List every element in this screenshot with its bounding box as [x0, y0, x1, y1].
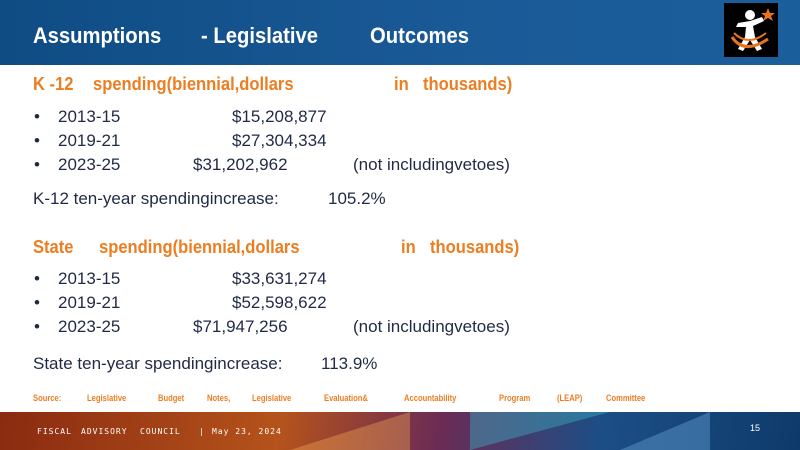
list-bullet: • — [34, 131, 40, 150]
source-word: Legislative — [87, 393, 127, 404]
list-bullet: • — [34, 293, 40, 312]
source-word: Program — [499, 393, 531, 404]
slide-title-part: - Legislative — [201, 23, 318, 48]
source-word: (LEAP) — [557, 393, 583, 404]
footer-date: May 23, 2024 — [212, 427, 282, 436]
page-number: 15 — [750, 423, 761, 433]
state-amount: $71,947,256 — [193, 317, 288, 336]
footer-decoration — [620, 412, 710, 450]
state-amount: $33,631,274 — [232, 269, 327, 288]
list-bullet: • — [34, 107, 40, 126]
footer-org: ADVISORY — [81, 427, 128, 436]
source-word: Committee — [606, 393, 646, 404]
k12-period: 2013-15 — [58, 107, 121, 126]
state-heading-part: thousands) — [430, 237, 520, 257]
footer-separator: | — [199, 427, 205, 436]
source-word: Budget — [158, 393, 185, 404]
source-word: Notes, — [207, 393, 231, 404]
k12-summary-value: 105.2% — [328, 189, 386, 208]
state-summary-label: State ten-year spendingincrease: — [33, 354, 283, 373]
state-period: 2013-15 — [58, 269, 121, 288]
k12-period: 2019-21 — [58, 131, 121, 150]
source-word: Source: — [33, 393, 62, 404]
k12-amount: $27,304,334 — [232, 131, 327, 150]
list-bullet: • — [34, 317, 40, 336]
footer-org: FISCAL — [37, 427, 72, 436]
k12-note: (not includingvetoes) — [353, 155, 510, 174]
state-period: 2023-25 — [58, 317, 121, 336]
person-star-logo-icon — [724, 3, 778, 57]
slide-title-part: Assumptions — [33, 23, 162, 48]
list-bullet: • — [34, 155, 40, 174]
list-bullet: • — [34, 269, 40, 288]
footer-decoration — [290, 412, 410, 450]
source-word: Accountability — [404, 393, 457, 404]
state-note: (not includingvetoes) — [353, 317, 510, 336]
k12-heading-part: in — [394, 74, 409, 94]
k12-period: 2023-25 — [58, 155, 121, 174]
state-amount: $52,598,622 — [232, 293, 327, 312]
k12-summary-label: K-12 ten-year spendingincrease: — [33, 189, 279, 208]
footer-org: COUNCIL — [140, 427, 181, 436]
state-period: 2019-21 — [58, 293, 121, 312]
state-summary-value: 113.9% — [321, 354, 378, 373]
footer-decoration — [470, 412, 610, 450]
source-word: Legislative — [252, 393, 292, 404]
k12-heading-part: K -12 — [33, 74, 74, 94]
k12-amount: $15,208,877 — [232, 107, 327, 126]
k12-heading-part: spending(biennial,dollars — [93, 74, 294, 94]
k12-heading-part: thousands) — [423, 74, 513, 94]
slide-title-part: Outcomes — [370, 23, 469, 48]
source-word: Evaluation& — [324, 393, 368, 404]
state-heading-part: spending(biennial,dollars — [99, 237, 300, 257]
k12-amount: $31,202,962 — [193, 155, 288, 174]
state-heading-part: in — [401, 237, 416, 257]
state-heading-part: State — [33, 237, 74, 257]
title-bar — [0, 0, 800, 65]
